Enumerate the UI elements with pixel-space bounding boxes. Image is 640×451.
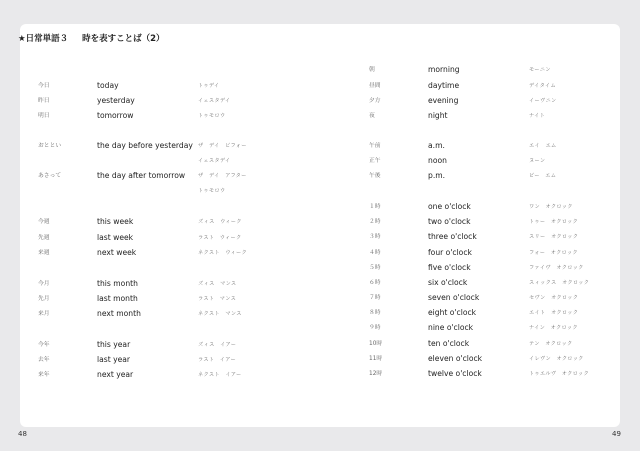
- vocab-row: [38, 339, 268, 351]
- vocab-row-continued: [38, 185, 268, 197]
- japanese-term: 先週: [38, 235, 50, 241]
- vocab-row: [369, 140, 599, 152]
- japanese-term: 今日: [38, 83, 50, 89]
- japanese-term: 来週: [38, 250, 50, 256]
- japanese-term: 12時: [369, 371, 383, 377]
- katakana-reading: ネクスト マンス: [198, 311, 242, 317]
- katakana-reading: ズィス マンス: [198, 281, 237, 287]
- english-term: five o'clock: [428, 263, 471, 272]
- katakana-reading: イェスタデイ: [198, 98, 231, 104]
- katakana-reading: トゥー オクロック: [529, 219, 579, 225]
- japanese-term: 11時: [369, 356, 383, 362]
- vocab-row: [38, 308, 268, 320]
- english-term: last week: [97, 233, 134, 242]
- vocab-row: [38, 110, 268, 122]
- vocab-row: [369, 353, 599, 365]
- vocab-row: [369, 322, 599, 334]
- japanese-term: 今週: [38, 219, 50, 225]
- english-term: two o'clock: [428, 217, 471, 226]
- title-main: ★日常単語３: [18, 34, 69, 44]
- vocab-row: [369, 277, 599, 289]
- vocab-row: [369, 201, 599, 213]
- english-term: four o'clock: [428, 248, 472, 257]
- japanese-term: 来年: [38, 372, 50, 378]
- katakana-reading: トゥデイ: [198, 83, 220, 89]
- japanese-term: 10時: [369, 341, 383, 347]
- katakana-reading: スィックス オクロック: [529, 280, 590, 286]
- japanese-term: 昨日: [38, 98, 50, 104]
- vocab-row: [369, 95, 599, 107]
- katakana-reading: セヴン オクロック: [529, 295, 579, 301]
- english-term: tomorrow: [97, 111, 134, 120]
- english-term: yesterday: [97, 96, 135, 105]
- section-title: [18, 32, 165, 44]
- katakana-reading: モーニン: [529, 67, 551, 73]
- vocab-row: [369, 292, 599, 304]
- english-term: nine o'clock: [428, 323, 474, 332]
- vocab-row: [38, 293, 268, 305]
- katakana-reading: イーヴニン: [529, 98, 557, 104]
- japanese-term: 夜: [369, 113, 375, 119]
- english-term: this year: [97, 340, 131, 349]
- english-term: next week: [97, 248, 137, 257]
- english-term: ten o'clock: [428, 339, 470, 348]
- japanese-term: ９時: [369, 325, 381, 331]
- english-term: seven o'clock: [428, 293, 480, 302]
- vocab-row: [38, 95, 268, 107]
- vocab-row: [369, 368, 599, 380]
- katakana-reading: ファイヴ オクロック: [529, 265, 584, 271]
- katakana-reading: ネクスト ウィーク: [198, 250, 248, 256]
- english-term: p.m.: [428, 171, 446, 180]
- katakana-reading: イレヴン オクロック: [529, 356, 584, 362]
- japanese-term: 明日: [38, 113, 50, 119]
- vocab-row: [38, 278, 268, 290]
- vocab-row: [38, 247, 268, 259]
- katakana-reading: ネクスト イアー: [198, 372, 242, 378]
- vocab-row: [369, 170, 599, 182]
- vocab-row: [38, 170, 268, 182]
- english-term: eleven o'clock: [428, 354, 483, 363]
- page-number-right: 49: [612, 430, 621, 438]
- japanese-term: 夕方: [369, 98, 381, 104]
- japanese-term: ４時: [369, 250, 381, 256]
- english-term: last month: [97, 294, 138, 303]
- english-term: next year: [97, 370, 134, 379]
- english-term: this week: [97, 217, 134, 226]
- japanese-term: 昼間: [369, 83, 381, 89]
- katakana-reading: ラスト イアー: [198, 357, 236, 363]
- english-term: today: [97, 81, 119, 90]
- japanese-term: ２時: [369, 219, 381, 225]
- japanese-term: 今月: [38, 281, 50, 287]
- english-term: last year: [97, 355, 131, 364]
- japanese-term: 今年: [38, 342, 50, 348]
- vocab-row: [369, 64, 599, 76]
- vocab-row: [369, 338, 599, 350]
- japanese-term: 午後: [369, 173, 381, 179]
- english-term: three o'clock: [428, 232, 477, 241]
- japanese-term: ８時: [369, 310, 381, 316]
- vocab-row: [38, 140, 268, 152]
- english-term: night: [428, 111, 448, 120]
- page-number-left: 48: [18, 430, 27, 438]
- vocab-row: [38, 354, 268, 366]
- katakana-reading: フォー オクロック: [529, 250, 578, 256]
- vocab-row: [38, 232, 268, 244]
- vocab-row: [369, 262, 599, 274]
- japanese-term: 朝: [369, 67, 375, 73]
- katakana-reading: ザ デイ アフター: [198, 173, 247, 179]
- katakana-reading: ズィス イアー: [198, 342, 237, 348]
- katakana-reading: ラスト ウィーク: [198, 235, 242, 241]
- katakana-reading: ピー エム: [529, 173, 557, 179]
- katakana-reading: ラスト マンス: [198, 296, 237, 302]
- japanese-term: 来月: [38, 311, 50, 317]
- katakana-reading-continued: イェスタデイ: [198, 158, 231, 164]
- katakana-reading: デイタイム: [529, 83, 556, 89]
- katakana-reading: ヌーン: [529, 158, 546, 164]
- katakana-reading: スリー オクロック: [529, 234, 579, 240]
- katakana-reading: ズィス ウィーク: [198, 219, 242, 225]
- english-term: daytime: [428, 81, 460, 90]
- katakana-reading: トゥエルヴ オクロック: [529, 371, 590, 377]
- english-term: twelve o'clock: [428, 369, 482, 378]
- english-term: morning: [428, 65, 460, 74]
- vocab-row: [369, 110, 599, 122]
- english-term: one o'clock: [428, 202, 471, 211]
- vocab-row: [369, 155, 599, 167]
- japanese-term: ７時: [369, 295, 381, 301]
- japanese-term: あさって: [38, 173, 62, 179]
- japanese-term: ６時: [369, 280, 381, 286]
- vocab-row: [369, 216, 599, 228]
- vocab-row: [369, 247, 599, 259]
- japanese-term: １時: [369, 204, 381, 210]
- english-term: noon: [428, 156, 447, 165]
- vocab-row: [369, 231, 599, 243]
- english-term: a.m.: [428, 141, 445, 150]
- japanese-term: 午前: [369, 143, 381, 149]
- vocab-row-continued: [38, 155, 268, 167]
- vocab-row: [38, 80, 268, 92]
- english-term: six o'clock: [428, 278, 468, 287]
- katakana-reading: ザ デイ ビフォー: [198, 143, 247, 149]
- japanese-term: ３時: [369, 234, 381, 240]
- japanese-term: 正午: [369, 158, 381, 164]
- japanese-term: おととい: [38, 143, 62, 149]
- english-term: next month: [97, 309, 141, 318]
- katakana-reading: ナイト: [529, 113, 546, 119]
- vocab-row: [369, 80, 599, 92]
- katakana-reading: テン オクロック: [529, 341, 573, 347]
- japanese-term: 去年: [38, 357, 50, 363]
- katakana-reading: エイト オクロック: [529, 310, 579, 316]
- vocab-row: [38, 216, 268, 228]
- english-term: the day after tomorrow: [97, 171, 186, 180]
- katakana-reading: ナイン オクロック: [529, 325, 578, 331]
- japanese-term: 先月: [38, 296, 50, 302]
- title-sub: 時を表すことば（2）: [82, 34, 165, 44]
- vocab-row: [369, 307, 599, 319]
- japanese-term: ５時: [369, 265, 381, 271]
- english-term: the day before yesterday: [97, 141, 193, 150]
- katakana-reading: トゥモロウ: [198, 113, 226, 119]
- katakana-reading-continued: トゥモロウ: [198, 188, 226, 194]
- vocab-row: [38, 369, 268, 381]
- english-term: evening: [428, 96, 459, 105]
- english-term: eight o'clock: [428, 308, 477, 317]
- katakana-reading: ワン オクロック: [529, 204, 573, 210]
- katakana-reading: エイ エム: [529, 143, 557, 149]
- english-term: this month: [97, 279, 138, 288]
